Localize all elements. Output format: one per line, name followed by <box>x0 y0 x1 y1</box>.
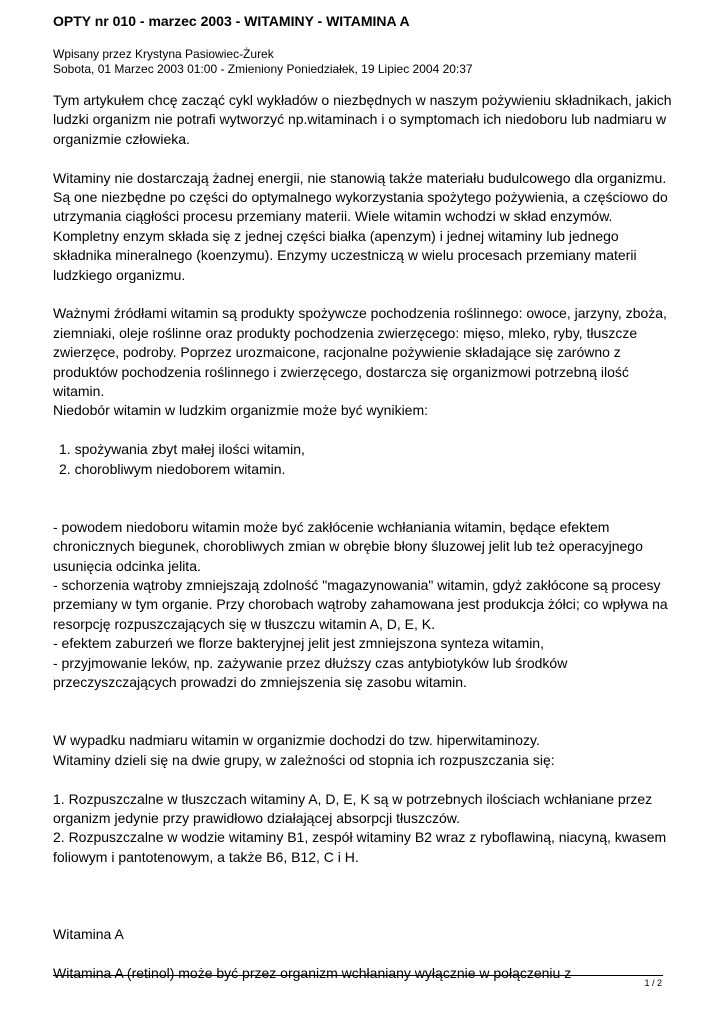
paragraph-vitamin-sources: Ważnymi źródłami witamin są produkty spożywcze pochodzenia roślinnego: owoce, jarzyny, zboża, ziemniaki, oleje roślinne oraz produkty pochodzenia zwierzęcego: mięso, mleko, ryby, tłuszcze zwierzęce, podroby. Poprzez urozmaicone, racjonalne pożywienie składające się zarówno z produktów pochodzenia roślinnego i zwierzęcego, dostarcza się organizmowi potrzebną ilość witamin. <box>53 305 667 400</box>
author-line: Wpisany przez Krystyna Pasiowiec-Żurek <box>53 47 274 61</box>
paragraph-vitamin-a: Witamina A (retinol) może być przez organizm wchłaniany wyłącznie w połączeniu z <box>53 965 572 982</box>
section-heading: Witamina A <box>53 926 124 943</box>
list-item: 1. spożywania zbyt małej ilości witamin, <box>59 441 305 458</box>
paragraph-vitamin-groups: Witaminy dzieli się na dwie grupy, w zależności od stopnia ich rozpuszczania się: <box>53 751 555 768</box>
footer-divider <box>53 975 663 976</box>
paragraph-intro: Tym artykułem chcę zacząć cykl wykładów o niezbędnych w naszym pożywieniu składnikach, jakich ludzki organizm nie potrafi wytworzyć np.witaminach i o symptomach ich niedoboru lub nadmiaru w organizmie człowieka. <box>53 92 672 147</box>
dash-item: - schorzenia wątroby zmniejszają zdolność "magazynowania" witamin, gdyż zakłócone są procesy przemiany w tym organie. Przy chorobach wątroby zahamowana jest produkcja żółci; co wpływa na resorpcję rozpuszczających się w tłuszczu witamin A, D, E, K. <box>53 577 668 632</box>
paragraph-hypervitaminosis: W wypadku nadmiaru witamin w organizmie dochodzi do tzw. hiperwitaminozy. <box>53 732 540 749</box>
article-body <box>53 91 673 984</box>
paragraph-vitamins-role: Witaminy nie dostarczają żadnej energii, nie stanowią także materiału budulcowego dla organizmu. Są one niezbędne po części do optymalnego wykorzystania spożytego pożywienia, a częściowo do utrzymania ciągłości procesu przemiany materii. Wiele witamin wchodzi w skład enzymów. Kompletny enzym składa się z jednej części białka (apenzym) i jednej witaminy lub jednego składnika mineralnego (koenzymu). Enzymy uczestniczą w wielu procesach przemiany materii ludzkiego organizmu. <box>53 169 668 283</box>
group-item: 2. Rozpuszczalne w wodzie witaminy B1, zespół witaminy B2 wraz z ryboflawiną, niacyną, kwasem foliowym i pantotenowym, a także B6, B12, C i H. <box>53 829 667 865</box>
dash-item: - powodem niedoboru witamin może być zakłócenie wchłaniania witamin, będące efektem chronicznych biegunek, chorobliwych zmian w obrębie błony śluzowej jelit lub też operacyjnego usunięcia odcinka jelita. <box>53 518 643 574</box>
group-item: 1. Rozpuszczalne w tłuszczach witaminy A, D, E, K są w potrzebnych ilościach wchłaniane przez organizm jedynie przy prawidłowo działającej absorpcji tłuszczów. <box>53 790 653 826</box>
article-meta <box>53 47 473 77</box>
dash-item: - efektem zaburzeń we florze bakteryjnej jelit jest zmniejszona synteza witamin, <box>53 635 544 652</box>
dash-item: - przyjmowanie leków, np. zażywanie przez dłuższy czas antybiotyków lub środków przeczyszczających prowadzi do zmniejszenia się zasobu witamin. <box>53 654 568 691</box>
list-item: 2. chorobliwym niedoborem witamin. <box>59 460 286 477</box>
paragraph-deficiency-intro: Niedobór witamin w ludzkim organizmie może być wynikiem: <box>53 402 429 419</box>
article-title: OPTY nr 010 - marzec 2003 - WITAMINY - WITAMINA A <box>53 13 410 29</box>
date-line: Sobota, 01 Marzec 2003 01:00 - Zmieniony Poniedziałek, 19 Lipiec 2004 20:37 <box>53 62 473 76</box>
page-number: 1 / 2 <box>644 978 662 988</box>
